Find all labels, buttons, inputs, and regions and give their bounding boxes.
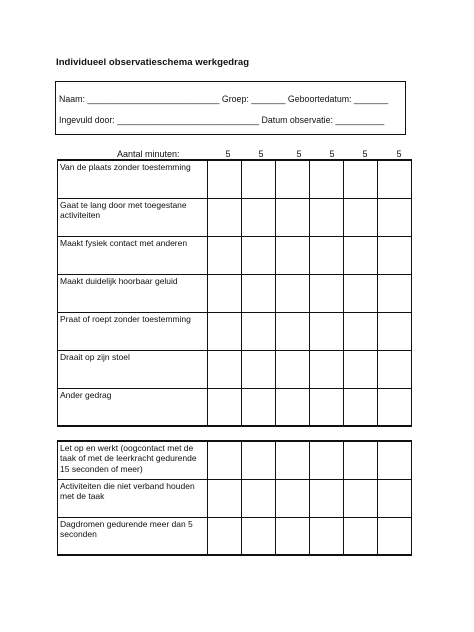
tally-cell[interactable] bbox=[242, 312, 276, 350]
minute-value-6: 5 bbox=[396, 149, 402, 159]
info-line-name-group-birthdate: Naam: ___________________________ Groep: _______ Geboortedatum: _______ bbox=[59, 94, 389, 104]
tally-cell[interactable] bbox=[242, 479, 276, 517]
tally-cell[interactable] bbox=[344, 350, 378, 388]
student-info-box bbox=[55, 81, 406, 135]
behavior-label: Let op en werkt (oogcontact met de taak of met de leerkracht gedurende 15 seconden of meer) bbox=[58, 441, 208, 479]
tally-cell[interactable] bbox=[378, 274, 412, 312]
tally-cell[interactable] bbox=[310, 479, 344, 517]
behavior-label: Activiteiten die niet verband houden met de taak bbox=[58, 479, 208, 517]
tally-cell[interactable] bbox=[242, 517, 276, 555]
minute-value-4: 5 bbox=[329, 149, 335, 159]
table-row bbox=[58, 350, 412, 388]
tally-cell[interactable] bbox=[276, 350, 310, 388]
tally-cell[interactable] bbox=[310, 160, 344, 198]
behavior-label: Maakt duidelijk hoorbaar geluid bbox=[58, 274, 208, 312]
tally-cell[interactable] bbox=[242, 350, 276, 388]
table-row bbox=[58, 517, 412, 555]
behavior-label: Ander gedrag bbox=[58, 388, 208, 426]
tally-cell[interactable] bbox=[208, 350, 242, 388]
tally-cell[interactable] bbox=[378, 517, 412, 555]
tally-cell[interactable] bbox=[378, 236, 412, 274]
tally-cell[interactable] bbox=[344, 160, 378, 198]
tally-cell[interactable] bbox=[208, 312, 242, 350]
tally-cell[interactable] bbox=[276, 441, 310, 479]
tally-cell[interactable] bbox=[276, 236, 310, 274]
table-row bbox=[58, 479, 412, 517]
behavior-label: Draait op zijn stoel bbox=[58, 350, 208, 388]
table-row bbox=[58, 236, 412, 274]
tally-cell[interactable] bbox=[310, 198, 344, 236]
behavior-label: Van de plaats zonder toestemming bbox=[58, 160, 208, 198]
table-row bbox=[58, 312, 412, 350]
tally-cell[interactable] bbox=[310, 236, 344, 274]
tally-cell[interactable] bbox=[208, 388, 242, 426]
table-row bbox=[58, 160, 412, 198]
table-row bbox=[58, 198, 412, 236]
document-title: Individueel observatieschema werkgedrag bbox=[56, 57, 250, 68]
minutes-label: Aantal minuten: bbox=[117, 149, 180, 159]
tally-cell[interactable] bbox=[310, 274, 344, 312]
tally-cell[interactable] bbox=[344, 274, 378, 312]
tally-cell[interactable] bbox=[242, 388, 276, 426]
table-row bbox=[58, 441, 412, 479]
tally-cell[interactable] bbox=[310, 388, 344, 426]
observation-table-behaviors bbox=[57, 159, 412, 427]
tally-cell[interactable] bbox=[344, 517, 378, 555]
tally-cell[interactable] bbox=[310, 350, 344, 388]
tally-cell[interactable] bbox=[378, 479, 412, 517]
tally-cell[interactable] bbox=[208, 479, 242, 517]
tally-cell[interactable] bbox=[276, 312, 310, 350]
minute-value-5: 5 bbox=[362, 149, 368, 159]
tally-cell[interactable] bbox=[208, 198, 242, 236]
table-row bbox=[58, 274, 412, 312]
behavior-label: Praat of roept zonder toestemming bbox=[58, 312, 208, 350]
tally-cell[interactable] bbox=[276, 517, 310, 555]
minute-value-2: 5 bbox=[258, 149, 264, 159]
behavior-label: Gaat te lang door met toegestane activiteiten bbox=[58, 198, 208, 236]
tally-cell[interactable] bbox=[242, 236, 276, 274]
tally-cell[interactable] bbox=[276, 479, 310, 517]
tally-cell[interactable] bbox=[378, 160, 412, 198]
observation-table-attention bbox=[57, 440, 412, 556]
tally-cell[interactable] bbox=[242, 274, 276, 312]
tally-cell[interactable] bbox=[208, 441, 242, 479]
tally-cell[interactable] bbox=[310, 441, 344, 479]
tally-cell[interactable] bbox=[378, 388, 412, 426]
tally-cell[interactable] bbox=[242, 198, 276, 236]
tally-cell[interactable] bbox=[276, 388, 310, 426]
tally-cell[interactable] bbox=[208, 274, 242, 312]
tally-cell[interactable] bbox=[344, 441, 378, 479]
tally-cell[interactable] bbox=[242, 441, 276, 479]
tally-cell[interactable] bbox=[344, 479, 378, 517]
tally-cell[interactable] bbox=[344, 388, 378, 426]
minute-value-3: 5 bbox=[296, 149, 302, 159]
tally-cell[interactable] bbox=[344, 236, 378, 274]
tally-cell[interactable] bbox=[276, 274, 310, 312]
info-line-filled-by-date: Ingevuld door: _____________________________ Datum observatie: __________ bbox=[59, 115, 385, 125]
tally-cell[interactable] bbox=[208, 517, 242, 555]
tally-cell[interactable] bbox=[276, 198, 310, 236]
minute-value-1: 5 bbox=[225, 149, 231, 159]
tally-cell[interactable] bbox=[344, 198, 378, 236]
tally-cell[interactable] bbox=[208, 160, 242, 198]
tally-cell[interactable] bbox=[276, 160, 310, 198]
tally-cell[interactable] bbox=[378, 350, 412, 388]
table-row bbox=[58, 388, 412, 426]
tally-cell[interactable] bbox=[310, 312, 344, 350]
tally-cell[interactable] bbox=[378, 312, 412, 350]
tally-cell[interactable] bbox=[242, 160, 276, 198]
tally-cell[interactable] bbox=[310, 517, 344, 555]
behavior-label: Maakt fysiek contact met anderen bbox=[58, 236, 208, 274]
tally-cell[interactable] bbox=[344, 312, 378, 350]
tally-cell[interactable] bbox=[208, 236, 242, 274]
tally-cell[interactable] bbox=[378, 198, 412, 236]
behavior-label: Dagdromen gedurende meer dan 5 seconden bbox=[58, 517, 208, 555]
tally-cell[interactable] bbox=[378, 441, 412, 479]
